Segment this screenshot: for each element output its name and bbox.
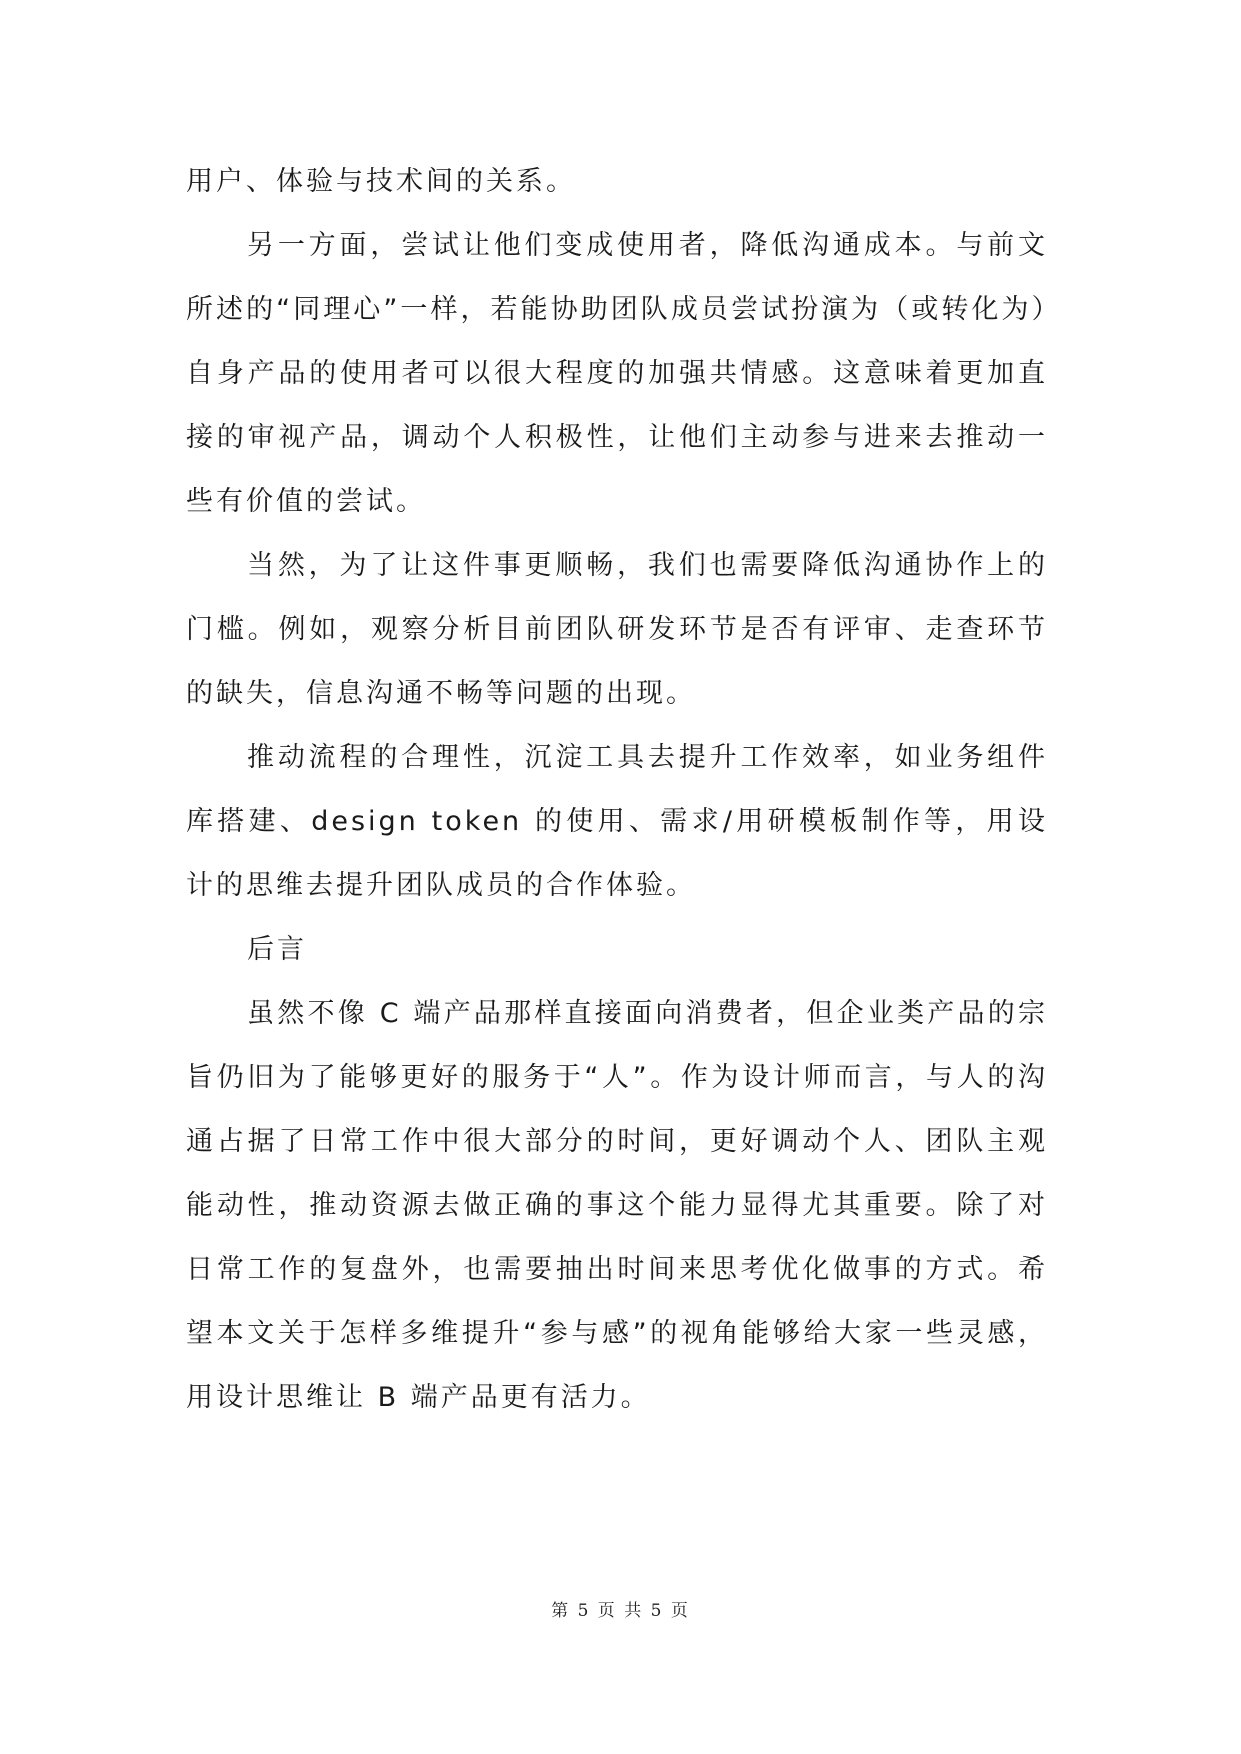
paragraph: 当然，为了让这件事更顺畅，我们也需要降低沟通协作上的门槛。例如，观察分析目前团队研发环节是否有评审、走查环节的缺失，信息沟通不畅等问题的出现。: [186, 550, 1048, 709]
paragraph: 虽然不像 C 端产品那样直接面向消费者，但企业类产品的宗旨仍旧为了能够更好的服务于“人”。作为设计师而言，与人的沟通占据了日常工作中很大部分的时间，更好调动个人、团队主观能动性，推动资源去做正确的事这个能力显得尤其重要。除了对日常工作的复盘外，也需要抽出时间来思考优化做事的方式。希望本文关于怎样多维提升“参与感”的视角能够给大家一些灵感，用设计思维让 B 端产品更有活力。: [186, 998, 1048, 1413]
paragraph: 推动流程的合理性，沉淀工具去提升工作效率，如业务组件库搭建、design token 的使用、需求/用研模板制作等，用设计的思维去提升团队成员的合作体验。: [186, 742, 1048, 901]
paragraph: 用户、体验与技术间的关系。: [186, 166, 576, 197]
document-body: [186, 150, 1048, 1430]
paragraph: 另一方面，尝试让他们变成使用者，降低沟通成本。与前文所述的“同理心”一样，若能协助团队成员尝试扮演为（或转化为）自身产品的使用者可以很大程度的加强共情感。这意味着更加直接的审视产品，调动个人积极性，让他们主动参与进来去推动一些有价值的尝试。: [186, 230, 1048, 517]
section-heading: 后言: [247, 934, 307, 965]
page-number-footer: 第 5 页 共 5 页: [551, 1601, 690, 1621]
